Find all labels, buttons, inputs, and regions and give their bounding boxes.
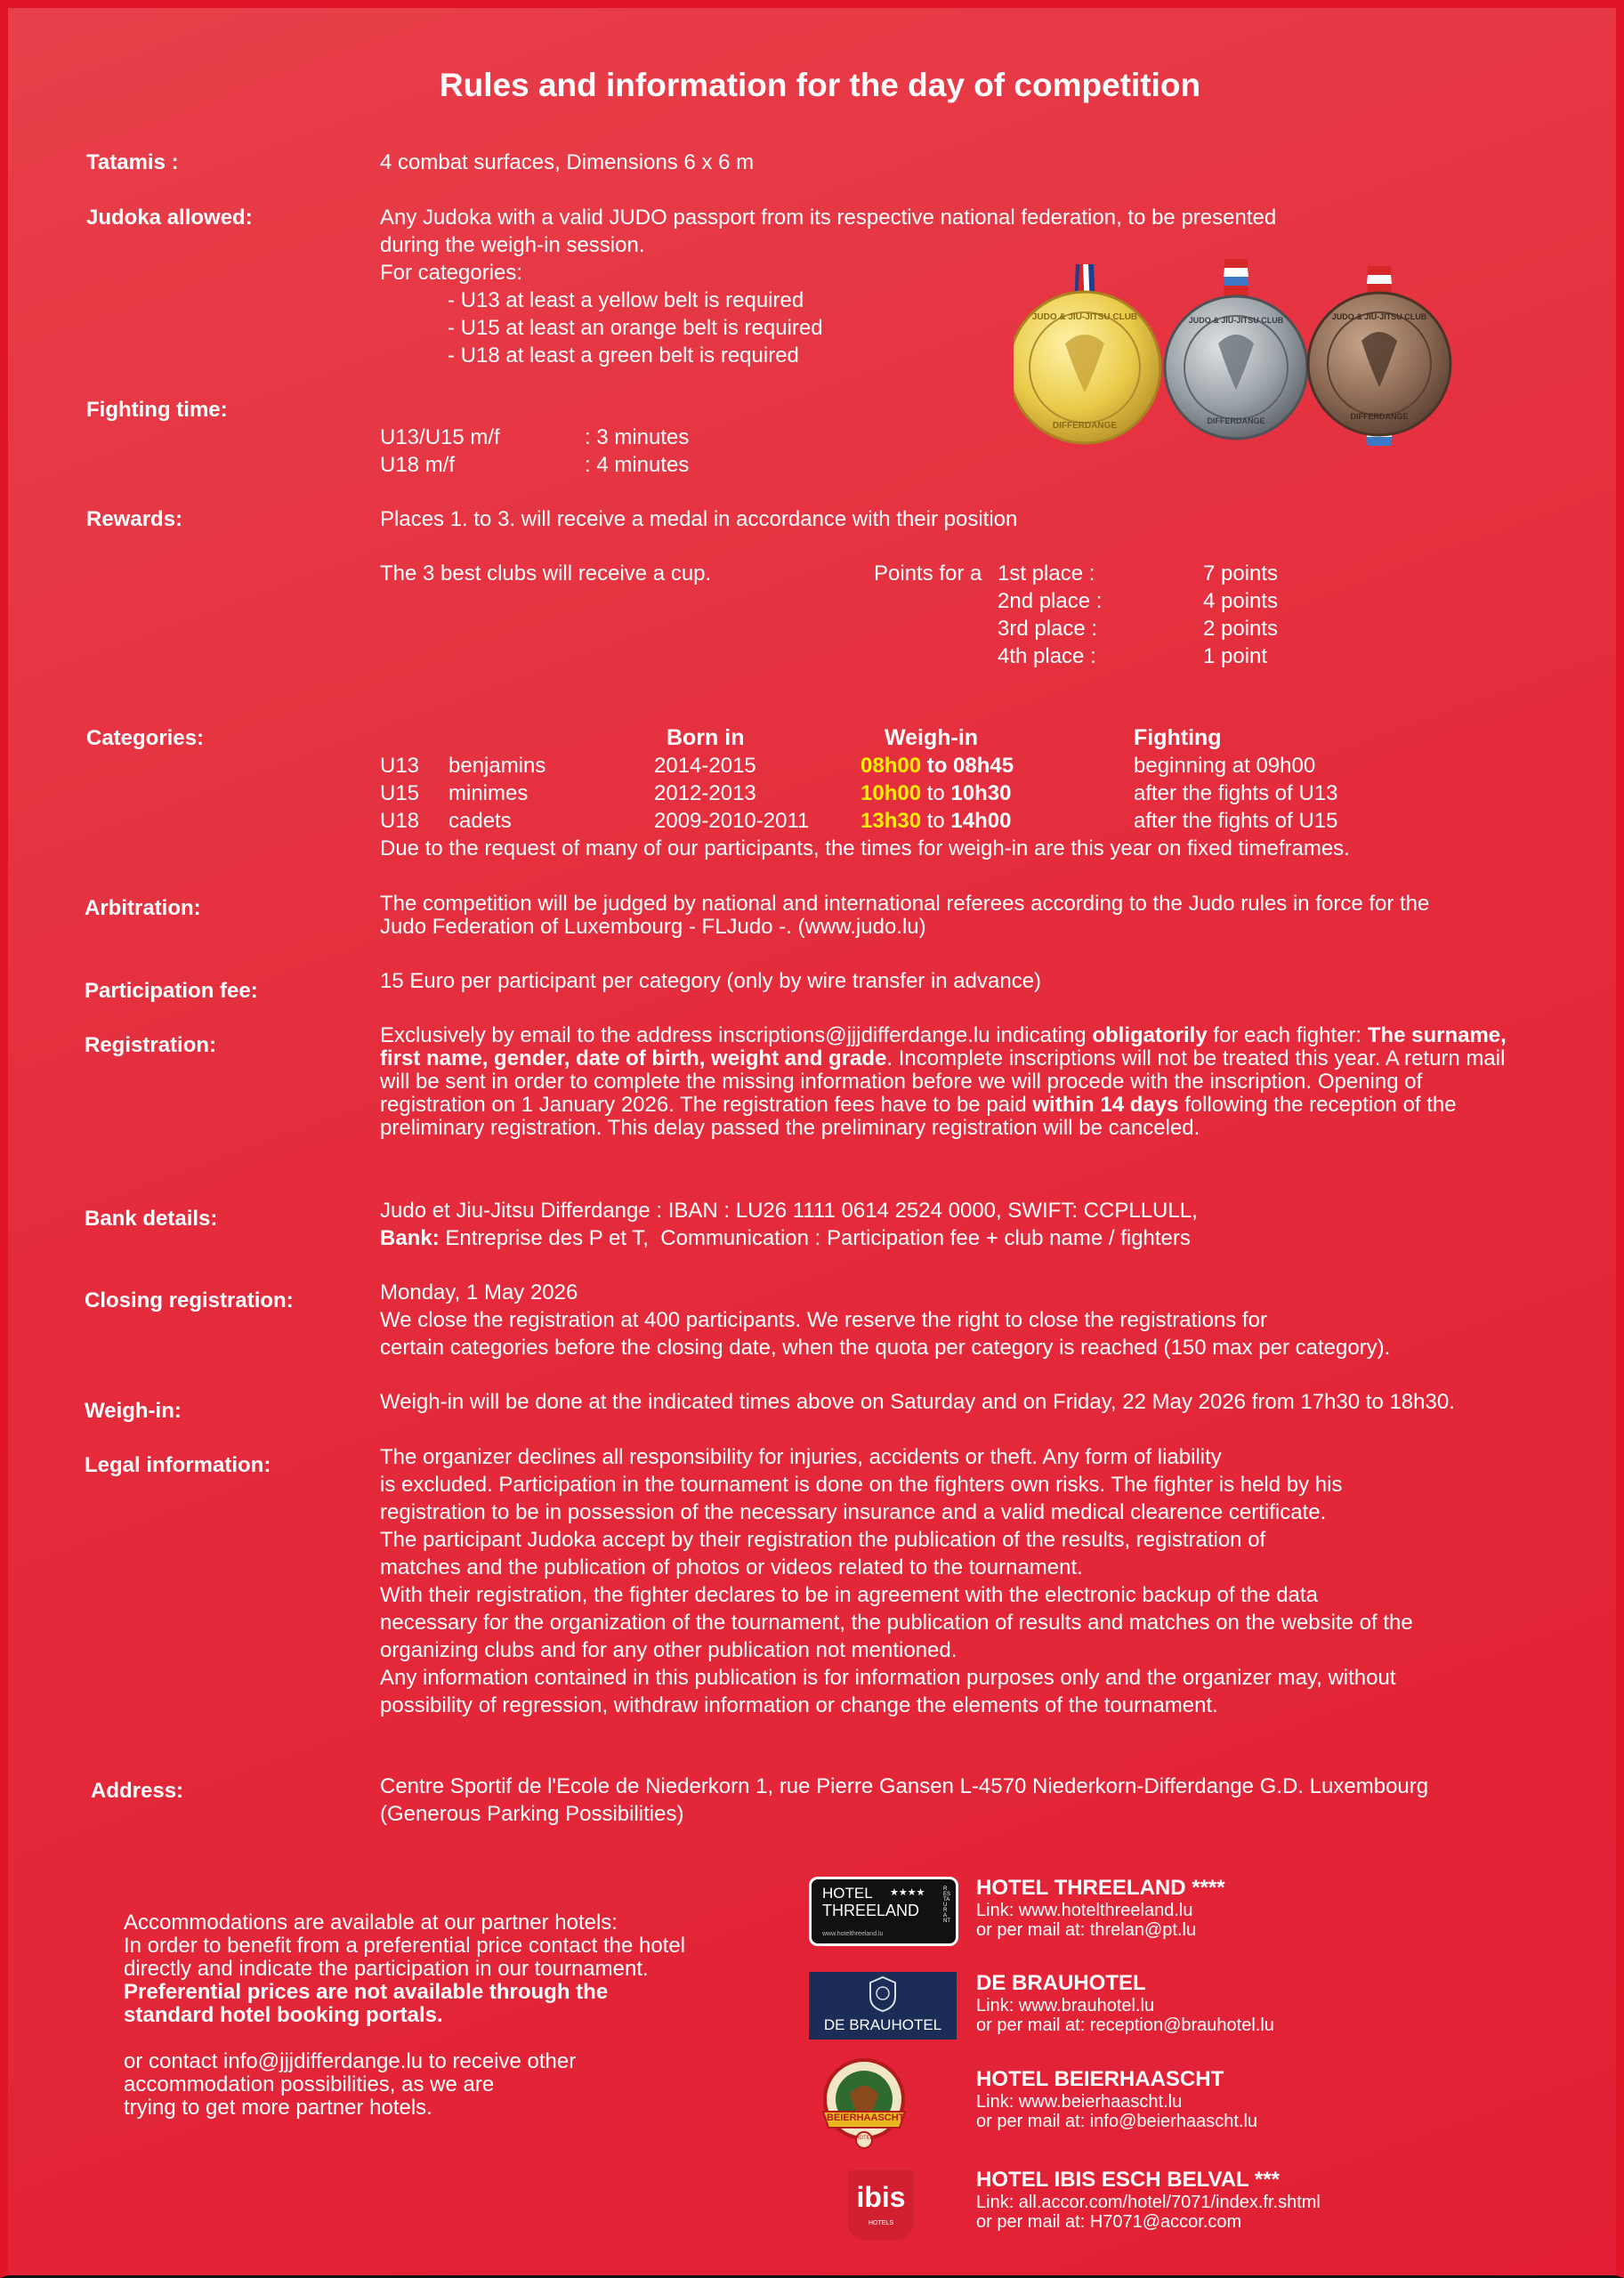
points-place-1: 1st place : — [998, 561, 1095, 586]
cat-born: 2012-2013 — [654, 781, 756, 805]
weigh-to: to — [921, 809, 951, 833]
legal-information-label: Legal information: — [85, 1453, 271, 1477]
cat-weigh — [860, 754, 1014, 779]
beierhaascht-logo-sub: HOTEL — [854, 2136, 873, 2141]
registration-p2-bold: The surname, first name, gender, date of birth, weight and grade — [380, 1023, 1507, 1070]
legal-line-2: is excluded. Participation in the tournament is done on the fighters own risks. The fighter is held by his — [380, 1473, 1343, 1497]
registration-p2: for each fighter: — [1207, 1023, 1368, 1047]
belt-u15: - U15 at least an orange belt is required — [448, 316, 823, 340]
judoka-line2: during the weigh-in session. — [380, 233, 645, 257]
gold-medal-text: JUDO & JIU-JITSU CLUB — [1031, 312, 1138, 322]
categories-label: Categories: — [86, 726, 205, 750]
cat-born: 2009-2010-2011 — [654, 809, 810, 833]
hotel-ibis-logo — [848, 2170, 914, 2240]
closing-registration-label: Closing registration: — [85, 1288, 294, 1313]
rewards-line1: Places 1. to 3. will receive a medal in accordance with their position — [380, 507, 1018, 531]
weigh-to: to — [921, 781, 951, 805]
closing-line2: We close the registration at 400 participants. We reserve the right to close the registrations for — [380, 1308, 1267, 1332]
accommodation-line3: directly and indicate the participation in our tournament. — [124, 1957, 649, 1981]
points-place-4: 4th place : — [998, 644, 1096, 668]
medals-image — [1014, 259, 1512, 455]
hotel-threeland-name: HOTEL THREELAND **** — [976, 1876, 1225, 1900]
threeland-logo-stars: ★★★★ — [890, 1887, 925, 1898]
weigh-in-label: Weigh-in: — [85, 1399, 182, 1423]
legal-line-8: organizing clubs and for any other publication not mentioned. — [380, 1638, 957, 1662]
brauhotel-logo-text: DE BRAUHOTEL — [823, 2016, 942, 2033]
fighting-row-u13u15-time: : 3 minutes — [585, 425, 690, 449]
accommodation-contact2: accommodation possibilities, as we are — [124, 2072, 495, 2096]
silver-medal-text: JUDO & JIU-JITSU CLUB — [1188, 316, 1284, 325]
cat-weigh — [860, 809, 1011, 834]
silver-medal-bottom: DIFFERDANGE — [1207, 416, 1265, 425]
threeland-logo-name: THREELAND — [822, 1902, 920, 1919]
hotel-ibis-link[interactable]: Link: all.accor.com/hotel/7071/index.fr.shtml — [976, 2193, 1321, 2212]
beierhaascht-logo-text: BEIERHAASCHT — [827, 2112, 905, 2123]
arbitration-label: Arbitration: — [85, 896, 201, 920]
accommodation-contact3: trying to get more partner hotels. — [124, 2096, 432, 2120]
hotel-threeland-mail[interactable]: or per mail at: threlan@pt.lu — [976, 1920, 1197, 1940]
fighting-row-u18-cat: U18 m/f — [380, 453, 456, 477]
brauhotel-crest-icon — [865, 1975, 901, 2013]
weigh-to-time: 10h30 — [950, 781, 1012, 805]
header-fighting: Fighting — [1134, 725, 1222, 750]
rewards-cup: The 3 best clubs will receive a cup. — [380, 561, 712, 586]
accommodation-contact1: or contact info@jjjdifferdange.lu to receive other — [124, 2049, 577, 2073]
hotel-beierhaascht-link[interactable]: Link: www.beierhaascht.lu — [976, 2092, 1183, 2112]
points-place-3: 3rd place : — [998, 617, 1098, 641]
accommodation-bold1: Preferential prices are not available through the — [124, 1980, 609, 2004]
judoka-line3: For categories: — [380, 261, 523, 285]
legal-line-1: The organizer declines all responsibility for injuries, accidents or theft. Any form of liability — [380, 1445, 1222, 1469]
fighting-time-label: Fighting time: — [86, 398, 228, 422]
bank-details-label: Bank details: — [85, 1207, 218, 1231]
cat-name: cadets — [448, 809, 512, 833]
hotel-threeland-link[interactable]: Link: www.hotelthreeland.lu — [976, 1901, 1193, 1920]
hotel-brauhotel-link[interactable]: Link: www.brauhotel.lu — [976, 1996, 1155, 2015]
accommodation-bold2: standard hotel booking portals. — [124, 2003, 443, 2027]
page-title: Rules and information for the day of competition — [439, 67, 1201, 103]
categories-note: Due to the request of many of our participants, the times for weigh-in are this year on fixed timeframes. — [380, 836, 1350, 860]
cat-name: minimes — [448, 781, 529, 805]
accommodation-block — [124, 1911, 685, 2120]
registration-p3: . Incomplete inscriptions will not be treated this year. A return mail will be sent in order to complete the missing information before we will procede with the inscription. Opening of registration on 1 January 2026. The registration fees have to be paid — [380, 1046, 1506, 1117]
registration-p1-bold: obligatorily — [1092, 1023, 1208, 1047]
arbitration-line2: Judo Federation of Luxembourg - FLJudo -. (www.judo.lu) — [380, 915, 926, 939]
points-value-4: 1 point — [1203, 644, 1268, 668]
threeland-logo-web: www.hotelthreeland.lu — [822, 1931, 884, 1937]
address-line2: (Generous Parking Possibilities) — [380, 1802, 684, 1826]
registration-label: Registration: — [85, 1033, 217, 1057]
weigh-from: 08h00 — [860, 754, 922, 778]
belt-u13: - U13 at least a yellow belt is required — [448, 288, 804, 312]
cat-fight: after the fights of U13 — [1134, 781, 1338, 805]
hotel-ibis-mail[interactable]: or per mail at: H7071@accor.com — [976, 2212, 1242, 2232]
cat-code: U15 — [380, 781, 420, 805]
threeland-logo-side: RESTAURANT — [943, 1886, 951, 1924]
legal-line-10: possibility of regression, withdraw information or change the elements of the tournament. — [380, 1693, 1218, 1717]
closing-line3: certain categories before the closing date, when the quota per category is reached (150 max per category). — [380, 1336, 1391, 1360]
legal-line-3: registration to be in possession of the necessary insurance and a valid medical clearence certificate. — [380, 1500, 1327, 1524]
bank-line2-text: Entreprise des P et T, Communication : Participation fee + club name / fighters — [439, 1226, 1191, 1250]
points-value-1: 7 points — [1203, 561, 1279, 586]
points-for-label: Points for a — [874, 561, 982, 586]
fighting-row-u18-time: : 4 minutes — [585, 453, 690, 477]
arbitration-line1: The competition will be judged by national and international referees according to the Judo rules in force for the — [380, 892, 1430, 916]
points-place-2: 2nd place : — [998, 589, 1103, 613]
rewards-label: Rewards: — [86, 507, 183, 531]
weigh-from: 10h00 — [860, 781, 922, 805]
registration-p4: following the reception of the preliminary registration. This delay passed the preliminary registration will be canceled. — [380, 1093, 1457, 1140]
header-weigh-in: Weigh-in — [885, 725, 979, 750]
legal-line-5: matches and the publication of photos or videos related to the tournament. — [380, 1555, 1083, 1579]
weigh-to: to 08h45 — [926, 754, 1014, 778]
hotel-beierhaascht-logo — [820, 2058, 909, 2149]
cat-born: 2014-2015 — [654, 754, 756, 778]
registration-p1: Exclusively by email to the address inscriptions@jjjdifferdange.lu indicating — [380, 1023, 1093, 1047]
tatamis-text: 4 combat surfaces, Dimensions 6 x 6 m — [380, 150, 755, 174]
weigh-from: 13h30 — [860, 809, 922, 833]
hotel-brauhotel-mail[interactable]: or per mail at: reception@brauhotel.lu — [976, 2015, 1274, 2035]
points-value-2: 4 points — [1203, 589, 1279, 613]
threeland-logo-hotel: HOTEL — [822, 1885, 873, 1902]
cat-fight: after the fights of U15 — [1134, 809, 1338, 833]
fighting-row-u13u15-cat: U13/U15 m/f — [380, 425, 500, 449]
bank-line1: Judo et Jiu-Jitsu Differdange : IBAN : LU26 1111 0614 2524 0000, SWIFT: CCPLLULL, — [380, 1199, 1198, 1223]
hotel-brauhotel-name: DE BRAUHOTEL — [976, 1971, 1146, 1995]
cat-code: U13 — [380, 754, 420, 778]
hotel-beierhaascht-name: HOTEL BEIERHAASCHT — [976, 2067, 1224, 2091]
registration-text — [380, 1024, 1528, 1140]
accommodation-line2: In order to benefit from a preferential price contact the hotel — [124, 1934, 686, 1958]
legal-line-4: The participant Judoka accept by their registration the publication of the results, registration of — [380, 1528, 1266, 1552]
bronze-medal-text: JUDO & JIU-JITSU CLUB — [1331, 312, 1427, 321]
bank-line2 — [380, 1224, 1191, 1252]
participation-fee-text: 15 Euro per participant per category (only by wire transfer in advance) — [380, 969, 1042, 993]
header-born-in: Born in — [667, 725, 745, 750]
hotel-threeland-logo — [809, 1877, 958, 1946]
bronze-medal-bottom: DIFFERDANGE — [1350, 412, 1409, 421]
cat-name: benjamins — [448, 754, 546, 778]
bank-bold-label: Bank: — [380, 1226, 440, 1250]
hotel-brauhotel-logo — [809, 1972, 957, 2040]
hotel-ibis-name: HOTEL IBIS ESCH BELVAL *** — [976, 2168, 1280, 2192]
address-label: Address: — [91, 1779, 184, 1803]
cat-code: U18 — [380, 809, 420, 833]
address-line1: Centre Sportif de l'Ecole de Niederkorn 1, rue Pierre Gansen L-4570 Niederkorn-Differdange G.D. Luxembourg — [380, 1774, 1429, 1798]
hotel-beierhaascht-mail[interactable]: or per mail at: info@beierhaascht.lu — [976, 2112, 1258, 2131]
ibis-logo-sub: HOTELS — [868, 2220, 893, 2226]
legal-line-7: necessary for the organization of the tournament, the publication of results and matches on the website of the — [380, 1611, 1413, 1635]
legal-line-9: Any information contained in this publication is for information purposes only and the organizer may, without — [380, 1666, 1396, 1690]
belt-u18: - U18 at least a green belt is required — [448, 343, 799, 368]
legal-line-6: With their registration, the fighter declares to be in agreement with the electronic backup of the data — [380, 1583, 1318, 1607]
registration-p3-bold: within 14 days — [1032, 1093, 1179, 1117]
ibis-logo-text: ibis — [856, 2181, 906, 2213]
cat-weigh — [860, 781, 1011, 806]
weigh-in-text: Weigh-in will be done at the indicated times above on Saturday and on Friday, 22 May 2026 from 17h30 to 18h30. — [380, 1390, 1455, 1414]
judoka-line1: Any Judoka with a valid JUDO passport from its respective national federation, to be presented — [380, 206, 1277, 230]
cat-fight: beginning at 09h00 — [1134, 754, 1316, 778]
tatamis-label: Tatamis : — [86, 150, 179, 174]
judoka-label: Judoka allowed: — [86, 206, 253, 230]
participation-fee-label: Participation fee: — [85, 979, 258, 1003]
weigh-to-time: 14h00 — [950, 809, 1012, 833]
closing-line1: Monday, 1 May 2026 — [380, 1280, 578, 1305]
accommodation-line1: Accommodations are available at our partner hotels: — [124, 1910, 618, 1935]
points-value-3: 2 points — [1203, 617, 1279, 641]
gold-medal-bottom: DIFFERDANGE — [1052, 421, 1118, 431]
